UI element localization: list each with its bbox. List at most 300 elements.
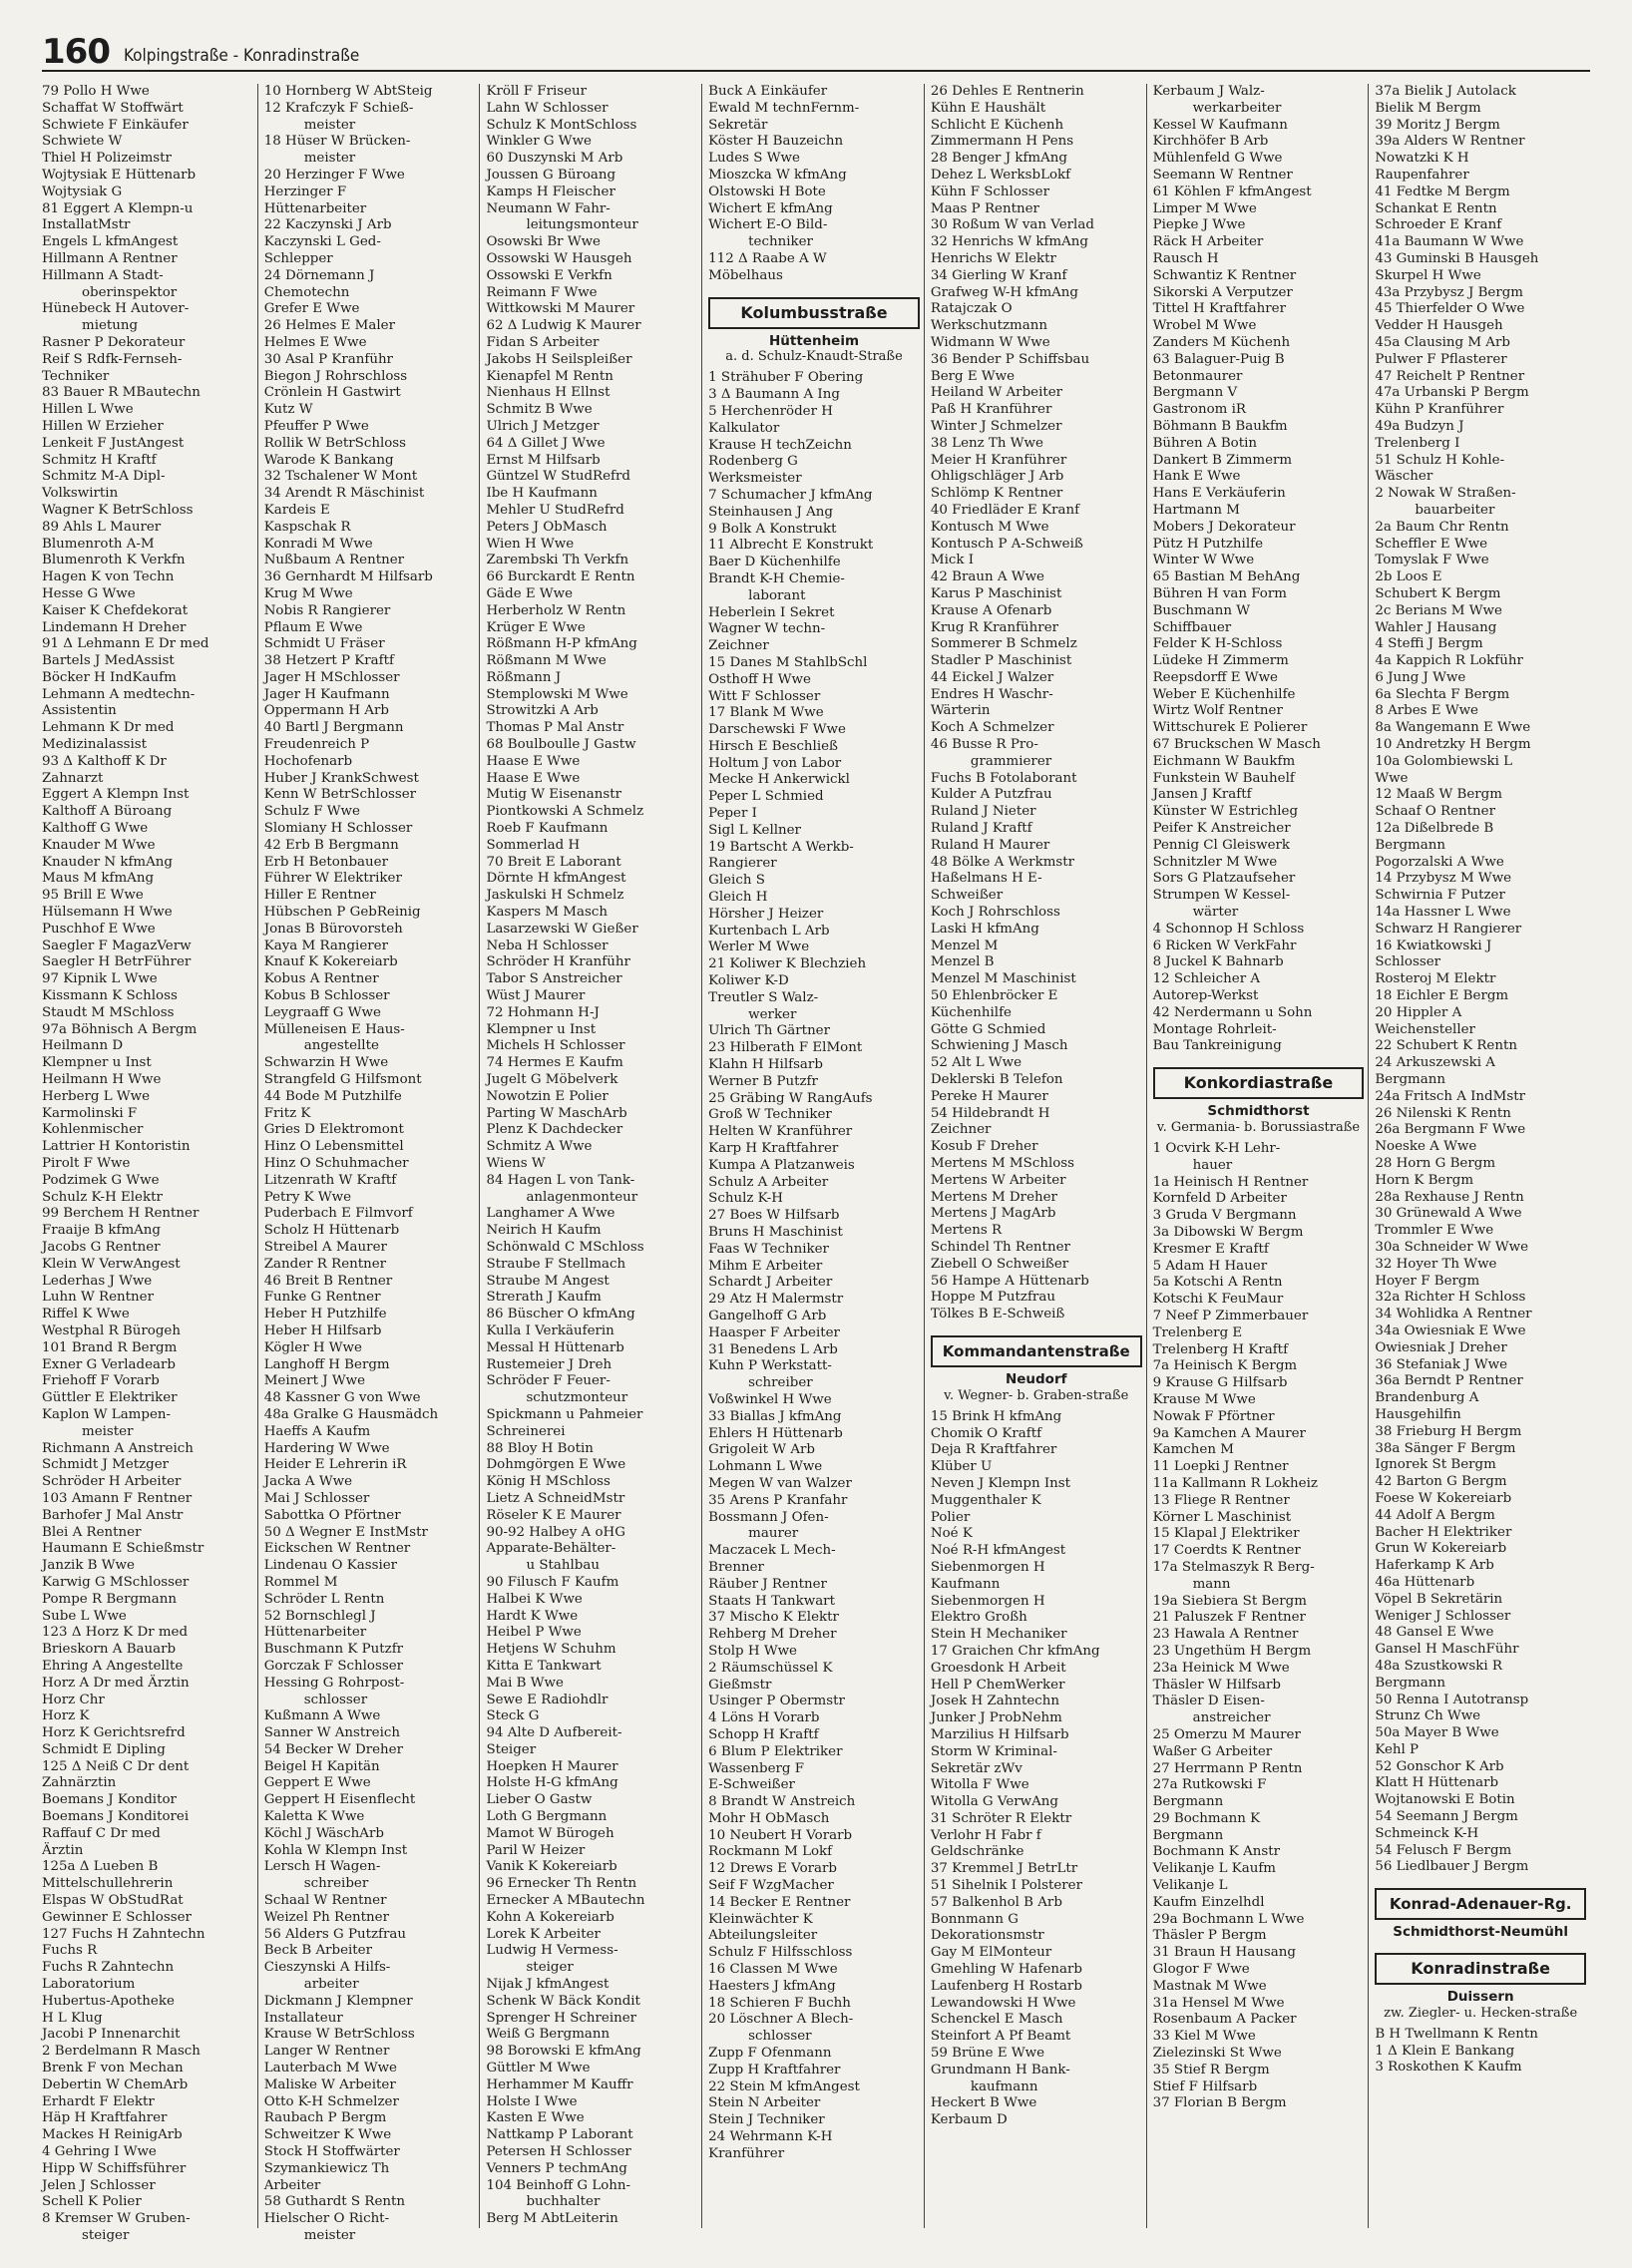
directory-entry: Stemplowski M Wwe: [486, 686, 628, 702]
directory-entry: Reepsdorff E Wwe: [1152, 669, 1278, 685]
directory-entry: Bergmann: [1152, 1794, 1224, 1810]
directory-entry: Kalkulator: [708, 420, 780, 436]
directory-entry: Betonmaurer: [1152, 368, 1243, 384]
directory-entry: Nowatzki K H: [1375, 151, 1469, 167]
directory-entry: Stein H Mechaniker: [930, 1627, 1067, 1643]
directory-entry: 94 Alte D Aufbereit-: [486, 1725, 622, 1741]
directory-entry: Berg M AbtLeiterin: [486, 2211, 618, 2227]
directory-entry: Kaletta K Wwe: [263, 1809, 365, 1825]
directory-entry: Wäscher: [1375, 469, 1433, 485]
directory-entry: Funkstein W Bauhelf: [1152, 770, 1295, 786]
street-heading: Konkordiastraße: [1153, 1067, 1365, 1099]
directory-entry: Lenkeit F JustAngest: [42, 435, 185, 451]
directory-entry: Heider E Lehrerin iR: [263, 1457, 407, 1473]
directory-entry: leitungsmonteur: [526, 217, 638, 233]
directory-entry: Ossowski E Verkfn: [486, 267, 612, 283]
directory-entry: Jacobi P Innenarchit: [42, 2027, 181, 2043]
directory-entry: Sors G Platzaufseher: [1152, 871, 1296, 887]
directory-entry: Holtum J von Labor: [708, 755, 842, 771]
directory-entry: 48 Gansel E Wwe: [1375, 1625, 1494, 1641]
directory-entry: Krüger E Wwe: [486, 619, 586, 635]
directory-entry: 74 Hermes E Kaufm: [486, 1055, 623, 1071]
directory-entry: 4 Gehring I Wwe: [42, 2144, 157, 2160]
directory-entry: 52 Alt L Wwe: [930, 1055, 1022, 1071]
directory-entry: Medizinalassist: [42, 737, 147, 753]
directory-entry: Podzimek G Wwe: [42, 1172, 160, 1188]
directory-entry: Maas P Rentner: [930, 200, 1039, 216]
directory-entry: Schröder F Feuer-: [486, 1373, 611, 1389]
directory-entry: Grun W Kokereiarb: [1375, 1541, 1507, 1557]
directory-entry: Wagner W techn-: [708, 621, 826, 637]
directory-entry: Hank E Wwe: [1152, 469, 1241, 485]
directory-entry: Kirchhöfer B Arb: [1152, 134, 1269, 150]
directory-entry: Steck G: [486, 1708, 540, 1724]
directory-entry: 9 Krause G Hilfsarb: [1152, 1375, 1288, 1391]
district-name: Hüttenheim: [768, 332, 860, 349]
directory-entry: Mackes H ReinigArb: [42, 2127, 183, 2143]
column-6: [1147, 84, 1370, 2228]
directory-entry: 7 Schumacher J kfmAng: [708, 487, 873, 503]
directory-entry: 15 Danes M StahlbSchl: [708, 654, 868, 670]
directory-entry: Groß W Techniker: [708, 1107, 832, 1123]
directory-entry: Laboratorium: [42, 1977, 136, 1993]
directory-entry: E-Schweißer: [708, 1777, 795, 1793]
directory-entry: 24a Fritsch A IndMstr: [1375, 1088, 1525, 1104]
directory-entry: 11 Loepki J Rentner: [1152, 1459, 1289, 1475]
directory-entry: Mertens M MSchloss: [930, 1156, 1075, 1171]
directory-entry: 22 Stein M kfmAngest: [708, 2079, 860, 2094]
directory-entry: 41a Baumann W Wwe: [1375, 234, 1524, 250]
directory-entry: Hoppe M Putzfrau: [930, 1290, 1055, 1306]
directory-entry: Jaskulski H Schmelz: [486, 888, 624, 904]
directory-entry: 95 Brill E Wwe: [42, 888, 144, 904]
directory-entry: Mobers J Dekorateur: [1152, 519, 1296, 535]
directory-entry: Piontkowski A Schmelz: [486, 804, 644, 820]
directory-entry: Montage Rohrleit-: [1152, 1021, 1277, 1037]
directory-entry: Rößmann M Wwe: [486, 653, 607, 669]
directory-entry: Trelenberg H Kraftf: [1152, 1341, 1289, 1357]
directory-entry: Hagen K von Techn: [42, 569, 175, 585]
directory-entry: 39a Alders W Rentner: [1375, 134, 1525, 150]
directory-entry: Röseler K E Maurer: [486, 1507, 621, 1523]
directory-entry: Westphal R Bürogeh: [42, 1323, 181, 1338]
directory-entry: Ulrich Th Gärtner: [708, 1023, 831, 1039]
directory-entry: Lahn W Schlosser: [486, 100, 609, 116]
directory-entry: 34 Arendt R Mäschinist: [263, 486, 425, 502]
directory-entry: Venners P techmAng: [486, 2160, 627, 2176]
directory-entry: 5 Adam H Hauer: [1152, 1258, 1268, 1274]
directory-entry: Ewald M technFernm-: [708, 100, 860, 116]
directory-entry: Nattkamp P Laborant: [486, 2127, 633, 2143]
directory-entry: Karp H Kraftfahrer: [708, 1141, 839, 1157]
directory-entry: Hülsemann H Wwe: [42, 905, 173, 921]
directory-entry: 37 Kremmel J BetrLtr: [930, 1861, 1078, 1877]
directory-entry: Wien H Wwe: [486, 536, 575, 552]
directory-entry: Kaya M Rangierer: [263, 938, 388, 953]
directory-entry: Straube F Stellmach: [486, 1256, 626, 1272]
directory-entry: Richmann A Anstreich: [42, 1440, 194, 1456]
directory-entry: 30 Grünewald A Wwe: [1375, 1206, 1522, 1222]
directory-entry: 38 Lenz Th Wwe: [930, 435, 1043, 451]
directory-entry: Freudenreich P: [263, 737, 370, 753]
directory-entry: Klein W VerwAngest: [42, 1256, 181, 1272]
directory-entry: Kühn E Haushält: [930, 100, 1046, 116]
directory-entry: 37 Florian B Bergm: [1152, 2095, 1287, 2111]
directory-entry: Thäsler P Bergm: [1152, 1928, 1267, 1944]
directory-entry: 44 Bode M Putzhilfe: [263, 1088, 402, 1104]
directory-entry: 28a Rexhause J Rentn: [1375, 1189, 1524, 1205]
directory-entry: 22 Kaczynski J Arb: [263, 217, 392, 233]
directory-entry: Noeske A Wwe: [1375, 1139, 1477, 1155]
directory-entry: Schlicht E Küchenh: [930, 117, 1064, 133]
directory-entry: maurer: [748, 1526, 799, 1542]
directory-entry: 84 Hagen L von Tank-: [486, 1172, 635, 1188]
directory-entry: Zeichner: [930, 1122, 992, 1138]
directory-entry: 17 Blank M Wwe: [708, 705, 824, 721]
directory-entry: Weiß G Bergmann: [486, 2027, 611, 2043]
directory-entry: Spickmann u Pahmeier: [486, 1406, 643, 1422]
directory-entry: 59 Brüne E Wwe: [930, 2046, 1045, 2062]
directory-entry: Petersen H Schlosser: [486, 2144, 631, 2160]
directory-entry: 8 Brandt W Anstreich: [708, 1794, 856, 1810]
directory-entry: 29 Atz H Malermstr: [708, 1292, 844, 1308]
directory-entry: Velikanje L: [1152, 1878, 1228, 1894]
directory-entry: Schmeinck K-H: [1375, 1825, 1479, 1841]
directory-entry: Knauder N kfmAng: [42, 854, 173, 870]
directory-entry: Kaspers M Masch: [486, 905, 608, 921]
directory-entry: Szymankiewicz Th: [263, 2160, 390, 2176]
directory-entry: Karmolinski F: [42, 1105, 138, 1121]
directory-entry: 1 Strähuber F Obering: [708, 370, 864, 386]
directory-entry: Gäde E Wwe: [486, 585, 574, 601]
directory-entry: Mülleneisen E Haus-: [263, 1021, 405, 1037]
directory-entry: 96 Ernecker Th Rentn: [486, 1876, 637, 1892]
directory-entry: 4 Steffi J Bergm: [1375, 636, 1483, 652]
directory-entry: 10a Golombiewski L: [1375, 753, 1513, 769]
directory-entry: Pompe R Bergmann: [42, 1591, 177, 1607]
directory-entry: 46 Breit B Rentner: [263, 1273, 393, 1289]
directory-entry: Sekretär: [708, 117, 768, 133]
directory-entry: Meier H Kranführer: [930, 452, 1067, 468]
directory-entry: Polier: [930, 1509, 971, 1525]
directory-entry: Rustemeier J Dreh: [486, 1356, 612, 1372]
directory-entry: 32 Tschalener W Mont: [263, 469, 418, 485]
directory-entry: Kosub F Dreher: [930, 1139, 1038, 1155]
directory-entry: Karwig G MSchlosser: [42, 1574, 190, 1590]
directory-entry: Lindemann H Dreher: [42, 619, 187, 635]
directory-entry: Nowotzin E Polier: [486, 1088, 609, 1104]
directory-entry: Riffel K Wwe: [42, 1307, 130, 1323]
directory-entry: Trelenberg I: [1375, 435, 1460, 451]
directory-entry: Kobus B Schlosser: [263, 988, 390, 1004]
directory-entry: Schweißer: [930, 888, 1004, 904]
directory-entry: Pirolt F Wwe: [42, 1156, 131, 1171]
directory-entry: Eichmann W Baukfm: [1152, 753, 1296, 769]
directory-entry: Schardt J Arbeiter: [708, 1275, 833, 1291]
directory-entry: Klüber U: [930, 1459, 993, 1475]
directory-entry: Mamot W Bürogeh: [486, 1825, 614, 1841]
directory-entry: meister: [82, 1423, 134, 1439]
directory-entry: Piepke J Wwe: [1152, 217, 1246, 233]
directory-entry: Mutig W Eisenanstr: [486, 787, 622, 803]
directory-entry: Kerbaum J Walz-: [1152, 84, 1265, 99]
directory-entry: Winkler G Wwe: [486, 134, 592, 150]
directory-entry: Mertens M Dreher: [930, 1189, 1057, 1205]
directory-entry: Koch A Schmelzer: [930, 720, 1054, 736]
directory-entry: Schweitzer K Wwe: [263, 2127, 392, 2143]
directory-entry: Bergmann: [1375, 837, 1445, 853]
directory-entry: Hartmann M: [1152, 502, 1240, 518]
directory-entry: Assistentin: [42, 703, 117, 719]
directory-entry: 44 Adolf A Bergm: [1375, 1507, 1495, 1523]
directory-entry: Haeffs A Kaufm: [263, 1423, 371, 1439]
directory-entry: Ehlers H Hüttenarb: [708, 1425, 843, 1441]
directory-entry: 39 Moritz J Bergm: [1375, 117, 1500, 133]
directory-entry: Wichert E-O Bild-: [708, 217, 828, 233]
directory-entry: Hardt K Wwe: [486, 1608, 579, 1624]
directory-entry: Kußmann A Wwe: [263, 1708, 381, 1724]
directory-entry: Baer D Küchenhilfe: [708, 555, 841, 570]
directory-entry: Götte G Schmied: [930, 1021, 1046, 1037]
directory-entry: Horz A Dr med Ärztin: [42, 1675, 190, 1691]
district-name: Schmidthorst: [1207, 1103, 1310, 1120]
directory-entry: Debertin W ChemArb: [42, 2077, 189, 2092]
directory-entry: 8 Juckel K Bahnarb: [1152, 954, 1284, 970]
directory-entry: Roeb F Kaufmann: [486, 821, 609, 837]
directory-entry: Strunz Ch Wwe: [1375, 1708, 1481, 1724]
directory-entry: 48 Bölke A Werkmstr: [930, 854, 1075, 870]
directory-entry: 61 Köhlen F kfmAngest: [1152, 184, 1312, 199]
directory-entry: Heilmann D: [42, 1038, 124, 1054]
directory-entry: Raubach P Bergm: [263, 2110, 387, 2126]
directory-entry: Peifer K Anstreicher: [1152, 821, 1291, 837]
directory-entry: Zahnarzt: [42, 770, 104, 786]
directory-entry: 54 Seemann J Bergm: [1375, 1809, 1518, 1825]
directory-entry: Stadler P Maschinist: [930, 653, 1072, 669]
directory-entry: Eggert A Klempn Inst: [42, 787, 190, 803]
directory-entry: 65 Bastian M BehAng: [1152, 569, 1301, 585]
directory-entry: Mai J Schlosser: [263, 1490, 370, 1506]
directory-entry: Bühren A Botin: [1152, 435, 1258, 451]
directory-entry: Peters J ObMasch: [486, 519, 608, 535]
directory-entry: schreiber: [303, 1876, 369, 1892]
directory-entry: Waßer G Arbeiter: [1152, 1743, 1273, 1759]
directory-entry: Rockmann M Lokf: [708, 1844, 833, 1860]
directory-entry: meister: [303, 117, 356, 133]
directory-entry: Schmidt U Fräser: [263, 636, 385, 652]
directory-entry: Foese W Kokereiarb: [1375, 1490, 1512, 1506]
directory-entry: techniker: [748, 234, 813, 250]
directory-entry: Herhammer M Kauffr: [486, 2077, 633, 2092]
directory-entry: Holste H-G kfmAng: [486, 1775, 618, 1791]
directory-entry: Paß H Kranführer: [930, 402, 1052, 418]
directory-entry: Kurtenbach L Arb: [708, 923, 830, 939]
directory-entry: Ohligschläger J Arb: [930, 469, 1064, 485]
directory-entry: Beigel H Kapitän: [263, 1758, 380, 1774]
directory-entry: Chomik O Kraftf: [930, 1425, 1042, 1441]
directory-entry: Lederhas J Wwe: [42, 1273, 153, 1289]
directory-entry: 20 Löschner A Blech-: [708, 2012, 854, 2028]
directory-entry: Rangierer: [708, 856, 777, 872]
directory-entry: Güntzel W StudRefrd: [486, 469, 630, 485]
directory-entry: Schwirnia F Putzer: [1375, 888, 1505, 904]
directory-entry: Stein N Arbeiter: [708, 2095, 821, 2111]
directory-entry: 12a Dißelbrede B: [1375, 821, 1494, 837]
directory-entry: Schmitz B Wwe: [486, 402, 593, 418]
directory-entry: B H Twellmann K Rentn: [1375, 2026, 1538, 2042]
directory-entry: Krause M Wwe: [1152, 1391, 1256, 1407]
directory-entry: 3 Roskothen K Kaufm: [1375, 2060, 1522, 2076]
directory-entry: 31 Schröter R Elektr: [930, 1810, 1072, 1826]
directory-entry: Petry K Wwe: [263, 1189, 352, 1205]
directory-entry: Buschmann W: [1152, 602, 1251, 618]
directory-entry: Techniker: [42, 368, 110, 384]
directory-entry: Bruns H Maschinist: [708, 1225, 843, 1240]
directory-entry: 60 Duszynski M Arb: [486, 151, 623, 167]
directory-entry: Crönlein H Gastwirt: [263, 385, 401, 401]
directory-entry: 31a Hensel M Wwe: [1152, 1995, 1285, 2011]
directory-entry: Lohmann L Wwe: [708, 1459, 823, 1475]
directory-entry: Scholz H Hüttenarb: [263, 1223, 400, 1239]
directory-entry: Schaaf O Rentner: [1375, 804, 1495, 820]
directory-entry: Klahn H Hilfsarb: [708, 1057, 823, 1073]
directory-entry: Neumann W Fahr-: [486, 200, 611, 216]
directory-entry: 62 Δ Ludwig K Maurer: [486, 318, 641, 334]
directory-entry: 20 Herzinger F Wwe: [263, 167, 405, 183]
directory-entry: Henrichs W Elektr: [930, 250, 1056, 266]
directory-entry: 47a Urbanski P Bergm: [1375, 385, 1529, 401]
directory-entry: Rosenbaum A Packer: [1152, 2012, 1297, 2028]
directory-entry: Maus M kfmAng: [42, 871, 155, 887]
directory-entry: Dohmgörgen E Wwe: [486, 1457, 626, 1473]
directory-entry: steiger: [82, 2228, 130, 2243]
directory-entry: Megen W van Walzer: [708, 1475, 852, 1491]
street-range: zw. Ziegler- u. Hecken-straße: [1384, 2005, 1578, 2021]
directory-entry: Ibe H Kaufmann: [486, 486, 598, 502]
directory-entry: arbeiter: [303, 1977, 359, 1993]
directory-entry: Blei A Rentner: [42, 1524, 142, 1540]
directory-entry: Dörnte H kfmAngest: [486, 871, 626, 887]
directory-entry: 52 Gonschor K Arb: [1375, 1758, 1504, 1774]
directory-entry: Mastnak M Wwe: [1152, 1978, 1267, 1994]
directory-entry: Bergmann: [1375, 1072, 1445, 1088]
directory-entry: Gries D Elektromont: [263, 1122, 404, 1138]
directory-entry: 12 Drews E Vorarb: [708, 1861, 837, 1877]
directory-entry: Weber E Küchenhilfe: [1152, 686, 1296, 702]
directory-entry: Nowak F Pförtner: [1152, 1408, 1275, 1424]
directory-entry: Plenz K Dachdecker: [486, 1122, 623, 1138]
directory-entry: Knauder M Wwe: [42, 837, 156, 853]
district-name: Duissern: [1446, 1989, 1514, 2006]
directory-entry: Josek H Zahntechn: [930, 1694, 1059, 1709]
directory-entry: Lehmann A medtechn-: [42, 686, 196, 702]
directory-entry: 64 Δ Gillet J Wwe: [486, 435, 606, 451]
directory-entry: Kögler H Wwe: [263, 1339, 362, 1355]
directory-entry: 7a Heinisch K Bergm: [1152, 1358, 1298, 1374]
directory-entry: Heiland W Arbeiter: [930, 385, 1063, 401]
directory-entry: Kleinwächter K: [708, 1911, 813, 1927]
directory-entry: 38a Sänger F Bergm: [1375, 1440, 1516, 1456]
directory-entry: 5a Kotschi A Rentn: [1152, 1275, 1283, 1291]
directory-entry: 3a Dibowski W Bergm: [1152, 1225, 1304, 1240]
directory-entry: Kasten E Wwe: [486, 2110, 585, 2126]
directory-entry: 7 Neef P Zimmerbauer: [1152, 1308, 1309, 1323]
directory-entry: Siebenmorgen H: [930, 1593, 1045, 1609]
directory-entry: 45a Clausing M Arb: [1375, 334, 1510, 350]
directory-entry: Hiller E Rentner: [263, 888, 376, 904]
directory-entry: Mertens R: [930, 1223, 1003, 1239]
directory-entry: Vöpel B Sekretärin: [1375, 1591, 1503, 1607]
directory-entry: 20 Hippler A: [1375, 1004, 1462, 1020]
directory-entry: 51 Sihelnik I Polsterer: [930, 1878, 1082, 1894]
directory-entry: 89 Ahls L Maurer: [42, 519, 162, 535]
directory-entry: Apparate-Behälter-: [486, 1541, 616, 1557]
directory-entry: Ruland J Kraftf: [930, 821, 1032, 837]
directory-entry: Schwarzin H Wwe: [263, 1055, 389, 1071]
directory-entry: 42 Nerdermann u Sohn: [1152, 1004, 1313, 1020]
directory-entry: Kehl P: [1375, 1741, 1420, 1757]
directory-entry: Ehring A Angestellte: [42, 1658, 184, 1674]
column-3: [480, 84, 702, 2228]
directory-entry: Klempner u Inst: [486, 1021, 597, 1037]
directory-entry: u Stahlbau: [526, 1558, 600, 1574]
directory-entry: Boemans J Konditor: [42, 1792, 177, 1808]
directory-entry: Schröder H Kranführ: [486, 954, 630, 970]
directory-entry: Schubert K Bergm: [1375, 585, 1501, 601]
directory-entry: Nienhaus H Ellnst: [486, 385, 611, 401]
directory-entry: Mühlenfeld G Wwe: [1152, 151, 1283, 167]
directory-entry: 34a Owiesniak E Wwe: [1375, 1323, 1526, 1338]
directory-entry: Koch J Rohrschloss: [930, 905, 1060, 921]
directory-entry: 3 Δ Baumann A Ing: [708, 387, 840, 403]
directory-entry: 36a Berndt P Rentner: [1375, 1373, 1523, 1389]
directory-entry: Langer W Rentner: [263, 2044, 390, 2060]
directory-entry: Schlosser: [1375, 954, 1441, 970]
directory-entry: 86 Büscher O kfmAng: [486, 1307, 635, 1323]
directory-entry: laborant: [748, 587, 806, 603]
directory-entry: 15 Brink H kfmAng: [930, 1408, 1062, 1424]
directory-entry: Biegon J Rohrschloss: [263, 368, 408, 384]
directory-entry: 2 Nowak W Straßen-: [1375, 486, 1516, 502]
directory-entry: Zander R Rentner: [263, 1256, 387, 1272]
directory-entry: Gorczak F Schlosser: [263, 1658, 404, 1674]
directory-entry: Nußbaum A Rentner: [263, 553, 405, 568]
directory-entry: Winter J Schmelzer: [930, 418, 1062, 434]
directory-entry: 32 Hoyer Th Wwe: [1375, 1256, 1497, 1272]
directory-entry: Laski H kfmAng: [930, 921, 1039, 937]
directory-entry: Michels H Schlosser: [486, 1038, 625, 1054]
column-5: [925, 84, 1147, 2228]
directory-entry: Weniger J Schlosser: [1375, 1608, 1511, 1624]
directory-entry: 17 Coerdts K Rentner: [1152, 1543, 1301, 1559]
directory-entry: Gleich H: [708, 890, 768, 906]
directory-entry: Schmidt J Metzger: [42, 1457, 170, 1473]
directory-entry: 52 Bornschlegl J: [263, 1608, 376, 1624]
directory-entry: Hinz O Lebensmittel: [263, 1139, 404, 1155]
directory-entry: 123 Δ Horz K Dr med: [42, 1625, 189, 1641]
directory-entry: 30a Schneider W Wwe: [1375, 1239, 1529, 1255]
directory-entry: Hausgehilfin: [1375, 1406, 1461, 1422]
directory-entry: Kröll F Friseur: [486, 84, 588, 99]
directory-entry: Horz K: [42, 1708, 90, 1724]
directory-entry: Sewe E Radiohdlr: [486, 1692, 609, 1707]
directory-entry: 14 Becker E Rentner: [708, 1894, 851, 1910]
directory-entry: 34 Gierling W Kranf: [930, 267, 1067, 283]
directory-entry: 6 Jung J Wwe: [1375, 669, 1466, 685]
directory-entry: Litzenrath W Kraftf: [263, 1172, 397, 1188]
directory-entry: Kulla I Verkäuferin: [486, 1323, 614, 1338]
directory-entry: Pflaum E Wwe: [263, 619, 363, 635]
